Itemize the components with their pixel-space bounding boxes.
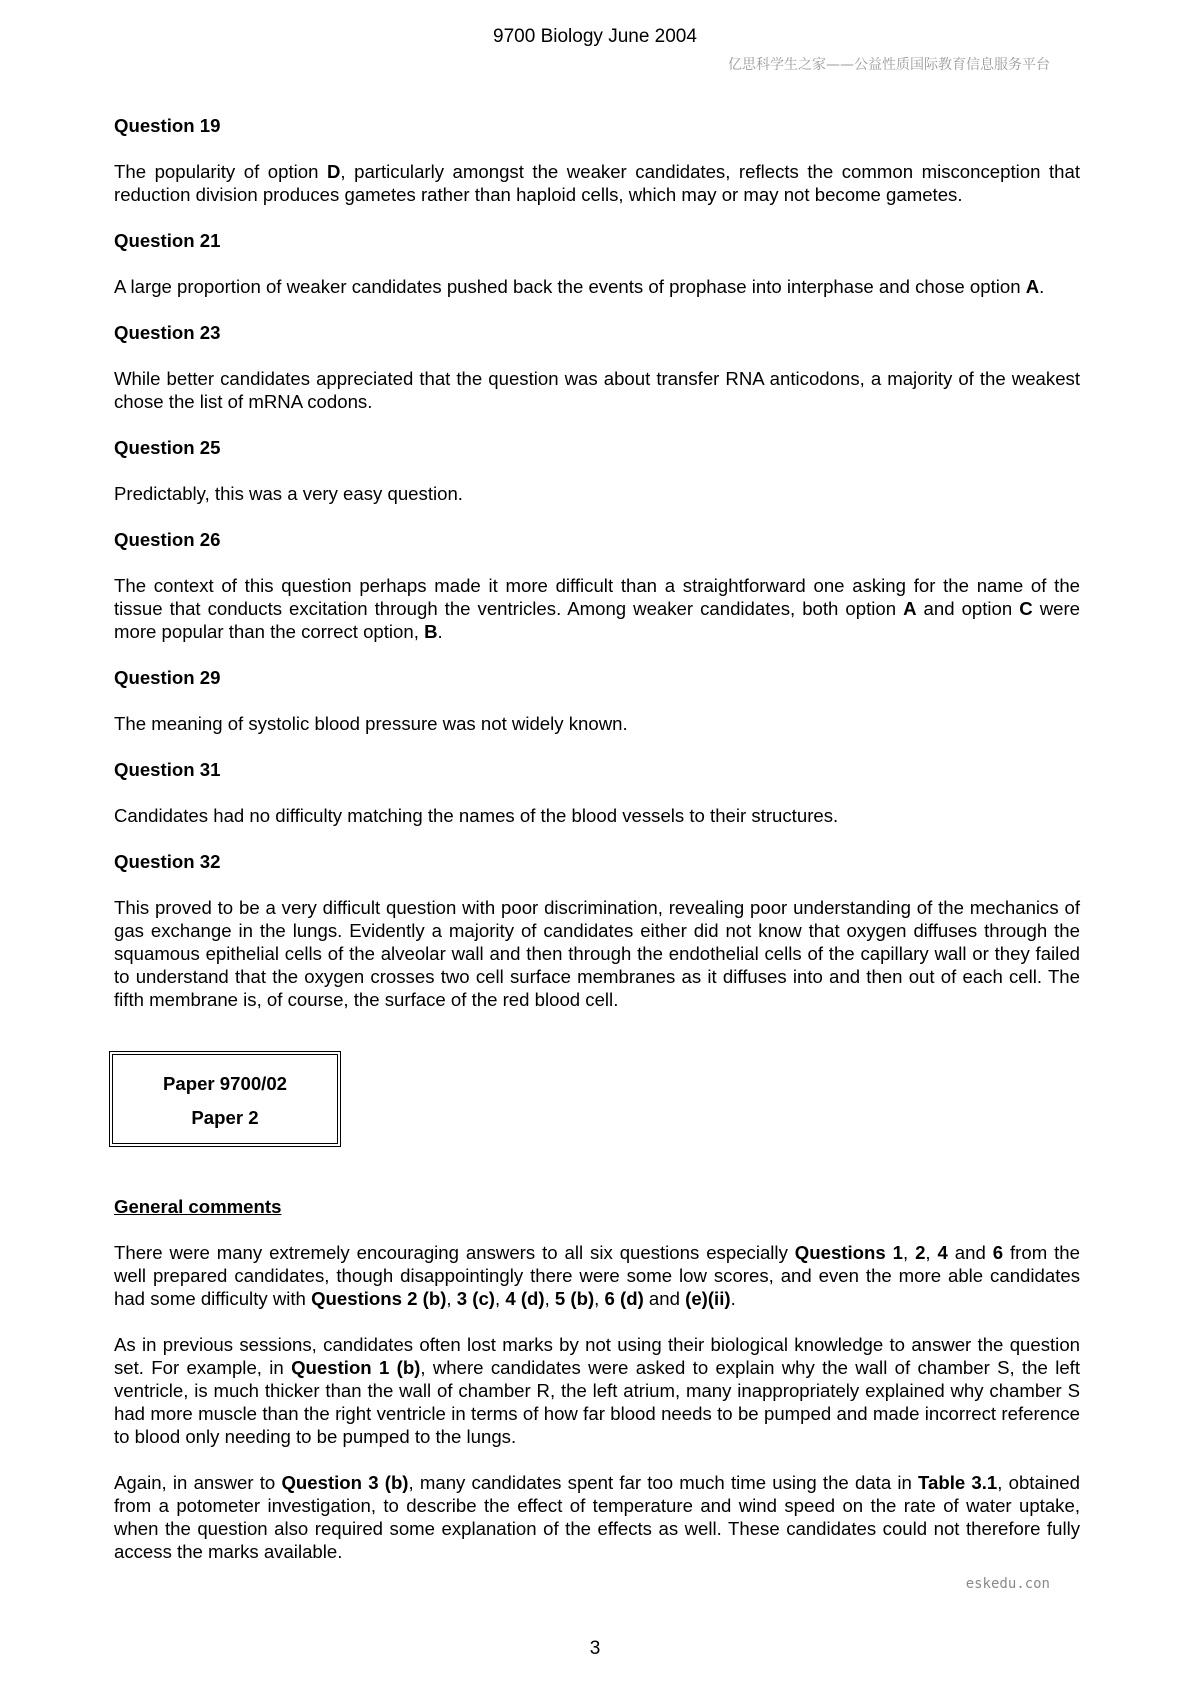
- bold-reference: Questions 1: [794, 1242, 903, 1263]
- text-run: Again, in answer to: [114, 1472, 282, 1493]
- bold-reference: Question 1 (b): [291, 1357, 421, 1378]
- text-run: , obtained from a potometer investigation, to describe the effect of temperature and wind speed on the rate of water uptake, when the question also required some explanation of the effects as well. These candidates could not therefore fully access the marks available.: [114, 1472, 1080, 1562]
- text-run: A large proportion of weaker candidates pushed back the events of prophase into interphase and chose option: [114, 276, 1026, 297]
- text-run: and: [643, 1288, 686, 1309]
- general-comment-paragraph: [114, 1471, 1080, 1563]
- bold-reference: Table 3.1: [918, 1472, 998, 1493]
- question-heading: Question 19: [114, 115, 221, 136]
- question-heading: Question 26: [114, 529, 221, 550]
- question-heading: Question 29: [114, 667, 221, 688]
- text-run: While better candidates appreciated that the question was about transfer RNA anticodons, a majority of the weakest chose the list of mRNA codons.: [114, 368, 1080, 412]
- question-comment: [114, 160, 1080, 206]
- paper-box-code: Paper 9700/02: [162, 1073, 288, 1094]
- text-run: .: [437, 621, 443, 642]
- text-run: and option: [916, 598, 1020, 619]
- text-run: , many candidates spent far too much time using the data in: [408, 1472, 919, 1493]
- question-list: [114, 114, 1080, 1011]
- text-run: Predictably, this was a very easy question.: [114, 483, 463, 504]
- text-run: There were many extremely encouraging answers to all six questions especially: [114, 1242, 795, 1263]
- bold-reference: B: [424, 621, 438, 642]
- question-comment: [114, 367, 1080, 413]
- question-heading: Question 21: [114, 230, 221, 251]
- question-comment: [114, 896, 1080, 1011]
- bold-reference: C: [1019, 598, 1033, 619]
- bold-reference: A: [1025, 276, 1040, 297]
- page-number: 3: [589, 1638, 601, 1659]
- question-comment: [114, 712, 1080, 735]
- paper-box: [109, 1051, 341, 1147]
- question-comment: [114, 275, 1080, 298]
- question-comment: [114, 804, 1080, 827]
- bold-reference: A: [903, 598, 917, 619]
- general-comment-paragraph: [114, 1333, 1080, 1448]
- text-run: .: [730, 1288, 736, 1309]
- bold-reference: Question 3 (b): [281, 1472, 409, 1493]
- text-run: were more popular than the correct option,: [114, 598, 1081, 642]
- question-heading: Question 32: [114, 851, 221, 872]
- text-run: .: [1039, 276, 1045, 297]
- watermark-bottom: eskedu.con: [965, 1576, 1050, 1592]
- bold-reference: 2: [915, 1242, 926, 1263]
- text-run: The meaning of systolic blood pressure was not widely known.: [114, 713, 628, 734]
- text-run: Candidates had no difficulty matching the names of the blood vessels to their structures.: [114, 805, 839, 826]
- bold-reference: 4 (d): [505, 1288, 545, 1309]
- text-run: ,: [925, 1242, 938, 1263]
- text-run: , particularly amongst the weaker candidates, reflects the common misconception that reduction division produces gametes rather than haploid cells, which may or may not become gametes.: [114, 161, 1080, 205]
- text-run: ,: [902, 1242, 916, 1263]
- document-body: [114, 114, 1080, 1586]
- question-heading: Question 23: [114, 322, 221, 343]
- text-run: ,: [494, 1288, 506, 1309]
- bold-reference: 3 (c): [456, 1288, 495, 1309]
- text-run: ,: [544, 1288, 555, 1309]
- general-comment-paragraph: [114, 1241, 1080, 1310]
- general-comments-paragraphs: [114, 1241, 1080, 1563]
- text-run: ,: [446, 1288, 457, 1309]
- general-comments-heading: General comments: [114, 1196, 282, 1217]
- text-run: ,: [594, 1288, 605, 1309]
- page-header-title: 9700 Biology June 2004: [493, 26, 697, 47]
- question-comment: [114, 482, 1080, 505]
- question-comment: [114, 574, 1080, 643]
- question-heading: Question 25: [114, 437, 221, 458]
- text-run: The popularity of option: [114, 161, 327, 182]
- bold-reference: 6 (d): [604, 1288, 644, 1309]
- text-run: As in previous sessions, candidates often lost marks by not using their biological knowledge to answer the question set. For example, in: [114, 1334, 1080, 1378]
- bold-reference: (e)(ii): [685, 1288, 731, 1309]
- bold-reference: 5 (b): [554, 1288, 595, 1309]
- bold-reference: 4: [937, 1242, 948, 1263]
- text-run: The context of this question perhaps made it more difficult than a straightforward one asking for the name of the tissue that conducts excitation through the ventricles. Among weaker candidates, both option: [114, 575, 1080, 619]
- text-run: This proved to be a very difficult question with poor discrimination, revealing poor understanding of the mechanics of gas exchange in the lungs. Evidently a majority of candidates either did not know that oxygen diffuses through the squamous epithelial cells of the alveolar wall and then through the endothelial cells of the capillary wall or they failed to understand that the oxygen crosses two cell surface membranes as it diffuses into and then out of each cell. The fifth membrane is, of course, the surface of the red blood cell.: [114, 897, 1080, 1010]
- bold-reference: Questions 2 (b): [311, 1288, 447, 1309]
- bold-reference: 6: [992, 1242, 1004, 1263]
- text-run: and: [947, 1242, 993, 1263]
- bold-reference: D: [326, 161, 341, 182]
- paper-box-title: Paper 2: [191, 1107, 259, 1128]
- text-run: from the well prepared candidates, though disappointingly there were some low scores, and even the more able candidates had some difficulty with: [114, 1242, 1080, 1309]
- text-run: , where candidates were asked to explain why the wall of chamber S, the left ventricle, is much thicker than the wall of chamber R, the left atrium, many inappropriately explained why chamber S had more muscle than the right ventricle in terms of how far blood needs to be pumped and made incorrect reference to blood only needing to be pumped to the lungs.: [114, 1357, 1080, 1447]
- question-heading: Question 31: [114, 759, 221, 780]
- watermark-top: 亿思科学生之家——公益性质国际教育信息服务平台: [728, 57, 1050, 73]
